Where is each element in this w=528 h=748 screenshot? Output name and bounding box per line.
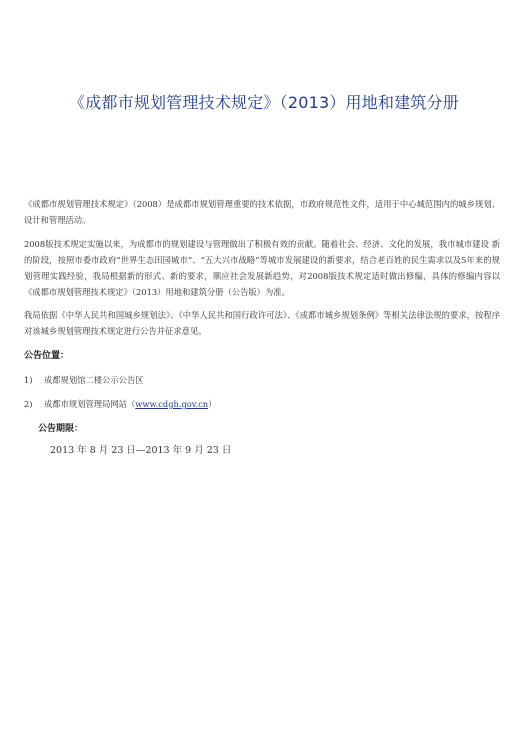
document-title: 《成都市规划管理技术规定》（2013）用地和建筑分册 bbox=[69, 93, 459, 112]
intro-paragraph: 《成都市规划管理技术规定》（2008）是成都市规划管理重要的技术依据，市政府规范性文件，适用于中心城范围内的城乡规划、设计和管理活动。 bbox=[24, 199, 500, 225]
notice-location-item bbox=[24, 374, 144, 386]
item-number: 1) bbox=[24, 375, 33, 385]
item-number: 2) bbox=[24, 399, 33, 409]
notice-location-heading: 公告位置： bbox=[24, 351, 70, 361]
item-text-suffix: ） bbox=[208, 399, 217, 409]
legal-basis-paragraph: 我局依据《中华人民共和国城乡规划法》、《中华人民共和国行政许可法》、《成都市城乡规划条例》等相关法律法规的要求，按程序对该城乡规划管理技术规定进行公告并征求意见。 bbox=[24, 310, 500, 336]
website-link[interactable]: www.cdgh.gov.cn bbox=[135, 399, 209, 409]
item-text-prefix: 成都市规划管理局网站（ bbox=[44, 399, 136, 409]
revision-paragraph: 2008版技术规定实施以来，为成都市的规划建设与管理做出了积极有效的贡献。随着社会、经济、文化的发展，我市城市建设 新的阶段，按照市委市政府“世界生态田园城市”、“五大兴市战略”等城市发展建设的新要求，结合老百姓的民生需求以及5年来的规划管理实践经验，我局根据新的形式、新的要求，顺应社会发展新趋势，对2008版技术规定适时做出修编，具体的修编内容以《成都市规划管理技术规定》（2013）用地和建筑分册（公告版）为准。 bbox=[24, 239, 500, 297]
item-text: 成都规划馆二楼公示公告区 bbox=[44, 375, 144, 385]
notice-location-item bbox=[24, 398, 216, 410]
notice-period-text: 2013 年 8 月 23 日—2013 年 9 月 23 日 bbox=[50, 445, 232, 456]
notice-period-heading: 公告期限： bbox=[38, 424, 84, 434]
